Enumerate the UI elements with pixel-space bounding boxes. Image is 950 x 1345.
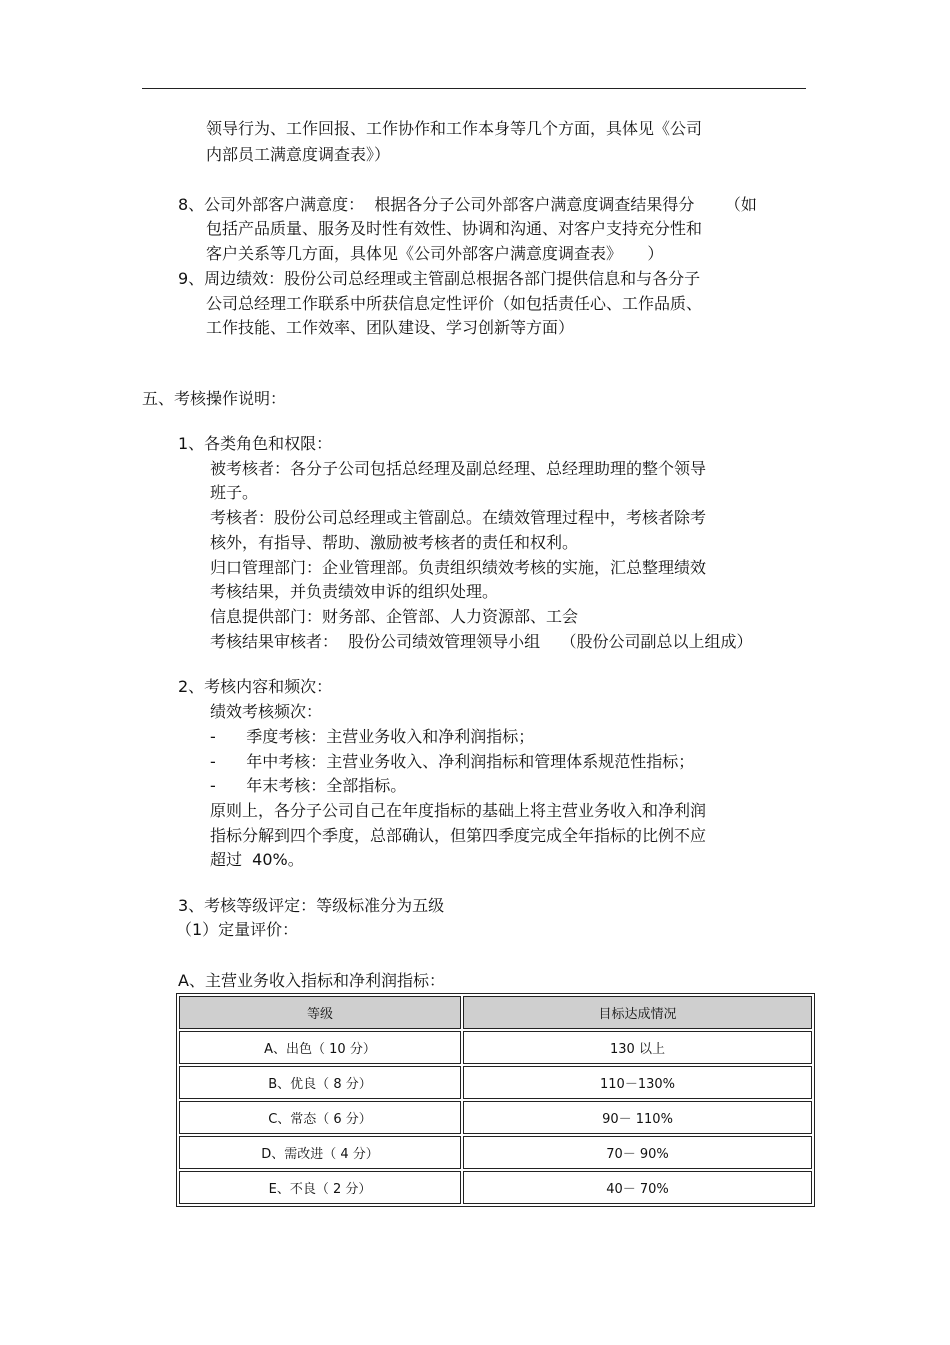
table-cell: A、出色（ 10 分）	[179, 1031, 461, 1064]
header-rule	[142, 88, 806, 89]
table-cell: 40－ 70%	[463, 1171, 812, 1204]
table-cell: 110－130%	[463, 1066, 812, 1099]
subsection-heading-1: 1、各类角色和权限：	[178, 434, 333, 453]
grade-table	[176, 993, 815, 1207]
text-line: 指标分解到四个季度，总部确认，但第四季度完成全年指标的比例不应	[210, 826, 707, 845]
table-row	[179, 1101, 812, 1134]
text-line: 被考核者：各分子公司包括总经理及副总经理、总经理助理的整个领导	[210, 459, 707, 478]
table-row	[179, 1171, 812, 1204]
list-item-9: 9、周边绩效：股份公司总经理或主管副总根据各部门提供信息和与各分子	[178, 269, 701, 288]
text-line: 归口管理部门：企业管理部。负责组织绩效考核的实施，汇总整理绩效	[210, 558, 707, 577]
table-cell: C、常态（ 6 分）	[179, 1101, 461, 1134]
text-line: 考核者：股份公司总经理或主管副总。在绩效管理过程中，考核者除考	[210, 508, 707, 527]
text-line: 考核结果，并负责绩效申诉的组织处理。	[210, 582, 499, 601]
text-line: 客户关系等几方面，具体见《公司外部客户满意度调查表》 ）	[206, 244, 664, 263]
table-cell: 90－ 110%	[463, 1101, 812, 1134]
table-row	[179, 1136, 812, 1169]
text-line: 包括产品质量、服务及时性有效性、协调和沟通、对客户支持充分性和	[206, 219, 703, 238]
table-cell: D、需改进（ 4 分）	[179, 1136, 461, 1169]
text-line: 班子。	[210, 483, 259, 502]
text-line: 核外，有指导、帮助、激励被考核者的责任和权利。	[210, 533, 579, 552]
table-cell: E、不良（ 2 分）	[179, 1171, 461, 1204]
text-line: 原则上，各分子公司自己在年度指标的基础上将主营业务收入和净利润	[210, 801, 707, 820]
table-cell: 130 以上	[463, 1031, 812, 1064]
text-line: 领导行为、工作回报、工作协作和工作本身等几个方面，具体见《公司	[206, 119, 703, 138]
section-heading-5: 五、考核操作说明：	[142, 389, 287, 408]
bullet-item: - 年中考核：主营业务收入、净利润指标和管理体系规范性指标；	[210, 752, 695, 771]
text-line: 绩效考核频次：	[210, 702, 323, 721]
table-header: 等级	[179, 996, 461, 1029]
list-item-8: 8、公司外部客户满意度： 根据各分子公司外部客户满意度调查结果得分 （如	[178, 195, 757, 214]
text-line: 超过 40%。	[210, 850, 304, 869]
table-cell: B、优良（ 8 分）	[179, 1066, 461, 1099]
text-line: 公司总经理工作联系中所获信息定性评价（如包括责任心、工作品质、	[206, 294, 703, 313]
text-line: 考核结果审核者： 股份公司绩效管理领导小组 （股份公司副总以上组成）	[210, 632, 753, 651]
text-line: 工作技能、工作效率、团队建设、学习创新等方面）	[206, 318, 575, 337]
table-header-row	[179, 996, 812, 1029]
subsection-heading-2: 2、考核内容和频次：	[178, 677, 333, 696]
bullet-item: - 季度考核：主营业务收入和净利润指标；	[210, 727, 535, 746]
subsection-heading-3: 3、考核等级评定：等级标准分为五级	[178, 896, 445, 915]
table-row	[179, 1031, 812, 1064]
bullet-item: - 年末考核：全部指标。	[210, 776, 407, 795]
table-cell: 70－ 90%	[463, 1136, 812, 1169]
text-line: 信息提供部门：财务部、企管部、人力资源部、工会	[210, 607, 579, 626]
table-row	[179, 1066, 812, 1099]
table-header: 目标达成情况	[463, 996, 812, 1029]
text-line: （1）定量评价：	[176, 920, 299, 939]
text-line: 内部员工满意度调查表》）	[206, 145, 391, 164]
table-caption: A、主营业务收入指标和净利润指标：	[178, 971, 445, 990]
